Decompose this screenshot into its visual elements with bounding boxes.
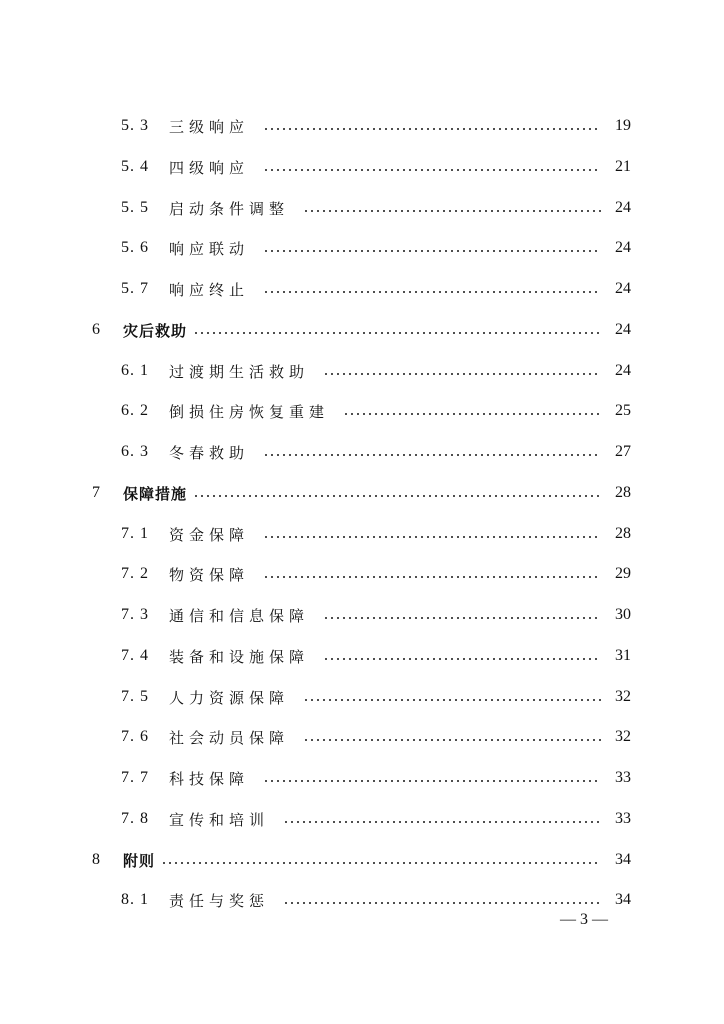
toc-entry-page: 32	[615, 728, 631, 745]
toc-entry-title: 通信和信息保障	[169, 606, 310, 625]
toc-section-entry	[0, 522, 724, 546]
toc-section-entry	[0, 155, 724, 179]
toc-entry-number: 7. 2	[121, 565, 149, 582]
toc-leader-dots	[161, 862, 601, 864]
toc-leader-dots	[193, 332, 601, 334]
toc-section-entry	[0, 603, 724, 627]
toc-entry-number: 7	[92, 484, 101, 501]
toc-entry-title: 保障措施	[123, 484, 188, 503]
toc-entry-number: 7. 5	[121, 688, 149, 705]
toc-entry-number: 7. 4	[121, 647, 149, 664]
toc-leader-dots	[323, 658, 601, 660]
toc-entry-number: 7. 6	[121, 728, 149, 745]
toc-entry-number: 6. 3	[121, 443, 149, 460]
toc-leader-dots	[263, 250, 601, 252]
toc-entry-number: 8. 1	[121, 891, 149, 908]
toc-leader-dots	[303, 210, 601, 212]
toc-entry-page: 19	[615, 117, 631, 134]
toc-leader-dots	[343, 413, 601, 415]
toc-section-entry	[0, 236, 724, 260]
toc-leader-dots	[263, 780, 601, 782]
toc-entry-title: 装备和设施保障	[169, 647, 310, 666]
toc-entry-title: 倒损住房恢复重建	[169, 402, 330, 421]
toc-section-entry	[0, 766, 724, 790]
toc-entry-title: 附则	[123, 851, 156, 870]
toc-leader-dots	[263, 291, 601, 293]
toc-entry-number: 5. 3	[121, 117, 149, 134]
toc-entry-title: 责任与奖惩	[169, 891, 270, 910]
toc-entry-number: 6	[92, 321, 101, 338]
toc-leader-dots	[283, 902, 601, 904]
toc-entry-title: 宣传和培训	[169, 810, 270, 829]
toc-entry-page: 24	[615, 362, 631, 379]
toc-leader-dots	[303, 699, 601, 701]
toc-entry-page: 33	[615, 769, 631, 786]
toc-section-entry	[0, 196, 724, 220]
toc-section-entry	[0, 359, 724, 383]
toc-entry-title: 物资保障	[169, 565, 250, 584]
toc-entry-title: 科技保障	[169, 769, 250, 788]
toc-leader-dots	[263, 128, 601, 130]
toc-leader-dots	[263, 536, 601, 538]
toc-section-entry	[0, 440, 724, 464]
toc-entry-page: 27	[615, 443, 631, 460]
toc-entry-page: 24	[615, 199, 631, 216]
toc-entry-title: 四级响应	[169, 158, 250, 177]
toc-section-entry	[0, 685, 724, 709]
toc-entry-page: 28	[615, 525, 631, 542]
toc-entry-page: 33	[615, 810, 631, 827]
toc-entry-number: 7. 3	[121, 606, 149, 623]
toc-entry-page: 24	[615, 321, 631, 338]
toc-entry-number: 6. 1	[121, 362, 149, 379]
toc-section-entry	[0, 277, 724, 301]
toc-section-entry	[0, 807, 724, 831]
toc-chapter-entry	[0, 481, 724, 505]
toc-section-entry	[0, 562, 724, 586]
toc-leader-dots	[263, 576, 601, 578]
toc-entry-number: 7. 8	[121, 810, 149, 827]
toc-entry-number: 5. 6	[121, 239, 149, 256]
toc-entry-title: 人力资源保障	[169, 688, 290, 707]
toc-section-entry	[0, 114, 724, 138]
toc-entry-number: 7. 7	[121, 769, 149, 786]
toc-entry-title: 过渡期生活救助	[169, 362, 310, 381]
toc-entry-number: 5. 7	[121, 280, 149, 297]
toc-section-entry	[0, 399, 724, 423]
toc-leader-dots	[193, 495, 601, 497]
toc-entry-page: 24	[615, 239, 631, 256]
toc-entry-page: 31	[615, 647, 631, 664]
toc-entry-page: 25	[615, 402, 631, 419]
toc-entry-number: 5. 5	[121, 199, 149, 216]
toc-leader-dots	[283, 821, 601, 823]
toc-entry-title: 响应终止	[169, 280, 250, 299]
toc-entry-title: 冬春救助	[169, 443, 250, 462]
toc-entry-title: 资金保障	[169, 525, 250, 544]
toc-section-entry	[0, 644, 724, 668]
toc-entry-title: 社会动员保障	[169, 728, 290, 747]
toc-entry-page: 21	[615, 158, 631, 175]
toc-entry-number: 6. 2	[121, 402, 149, 419]
toc-chapter-entry	[0, 318, 724, 342]
toc-entry-title: 响应联动	[169, 239, 250, 258]
toc-entry-page: 29	[615, 565, 631, 582]
toc-entry-title: 启动条件调整	[169, 199, 290, 218]
toc-entry-page: 24	[615, 280, 631, 297]
toc-leader-dots	[323, 617, 601, 619]
toc-entry-number: 7. 1	[121, 525, 149, 542]
toc-section-entry	[0, 888, 724, 912]
toc-section-entry	[0, 725, 724, 749]
toc-entry-number: 8	[92, 851, 101, 868]
toc-entry-page: 28	[615, 484, 631, 501]
toc-entry-page: 34	[615, 851, 631, 868]
toc-entry-page: 32	[615, 688, 631, 705]
toc-chapter-entry	[0, 848, 724, 872]
toc-entry-number: 5. 4	[121, 158, 149, 175]
toc-entry-title: 三级响应	[169, 117, 250, 136]
toc-leader-dots	[323, 373, 601, 375]
toc-entry-title: 灾后救助	[123, 321, 188, 340]
toc-leader-dots	[303, 739, 601, 741]
toc-entry-page: 34	[615, 891, 631, 908]
toc-entry-page: 30	[615, 606, 631, 623]
toc-leader-dots	[263, 454, 601, 456]
toc-leader-dots	[263, 169, 601, 171]
page-number: — 3 —	[560, 911, 608, 928]
